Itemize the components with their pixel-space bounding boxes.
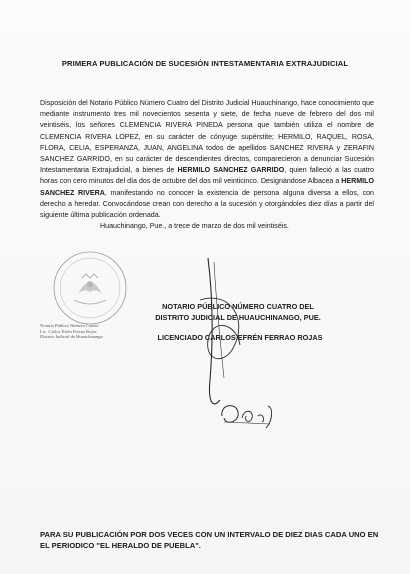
seal-line-2: Lic. Carlos Efrén Ferrao Rojas	[40, 328, 97, 334]
document-title: PRIMERA PUBLICACIÓN DE SUCESIÓN INTESTAMENTARIA EXTRAJUDICIAL	[61, 59, 349, 68]
notary-title-line-2: DISTRITO JUDICIAL DE HUAUCHINANGO, PUE.	[155, 313, 321, 322]
place-date: Huauchinango, Pue., a trece de marzo de dos mil veintiséis.	[100, 222, 289, 231]
handwritten-initials	[216, 388, 296, 434]
notary-title-line-1: NOTARIO PÚBLICO NÚMERO CUATRO DEL	[162, 302, 314, 311]
publication-instructions: PARA SU PUBLICACIÓN POR DOS VECES CON UN INTERVALO DE DIEZ DIAS CADA UNO EN EL PERIODICO "EL HERALDO DE PUEBLA".	[40, 530, 379, 550]
document-body	[40, 98, 374, 232]
executor-name: HERMILO SANCHEZ RIVERA	[40, 177, 374, 197]
notary-signature-block	[118, 301, 358, 323]
deceased-name: HERMILO SANCHEZ GARRIDO	[177, 166, 285, 175]
body-paragraph-part-1: Disposición del Notario Público Número Cuatro del Distrito Judicial Huauchinango, hace conocimiento que mediante instrumento tres mil novecientos sesenta y siete, de fecha nueve de febrero del dos mil veintiséis, los señores CLEMENCIA RIVERA PINEDA persona que también utiliza el nombre de CLEMENCIA RIVERA LOPEZ, en su carácter de cónyuge supérstite; HERMILO, RAQUEL, ROSA, FLORA, CELIA, ESPERANZA, JUAN, ANGELINA todos de apellidos SANCHEZ RIVERA y ZERAFIN SANCHEZ GARRIDO, en su carácter de descendientes directos, comparecieron a denunciar Sucesión Intestamentaria Extrajudicial, a bienes de	[40, 99, 374, 175]
body-paragraph-part-2: , quien falleció a las cuatro horas con cero minutos del día dos de octubre del dos mil veinticinco. Designándose Albacea a	[40, 166, 375, 186]
notary-name: LICENCIADO CARLOS EFRÉN FERRAO ROJAS	[157, 333, 323, 342]
body-paragraph-part-3: , manifestando no conocer la existencia de persona alguna diversa a ellos, con derecho a heredar. Convocándose crean con derecho a la sucesión y otorgándoles diez días a partir del siguiente última publicación ordenada.	[40, 188, 375, 220]
notary-seal-text	[40, 323, 130, 340]
seal-line-3: Distrito Judicial de Huauchinango	[40, 334, 103, 340]
seal-line-1: Notaría Pública Número Cuatro	[40, 323, 99, 328]
